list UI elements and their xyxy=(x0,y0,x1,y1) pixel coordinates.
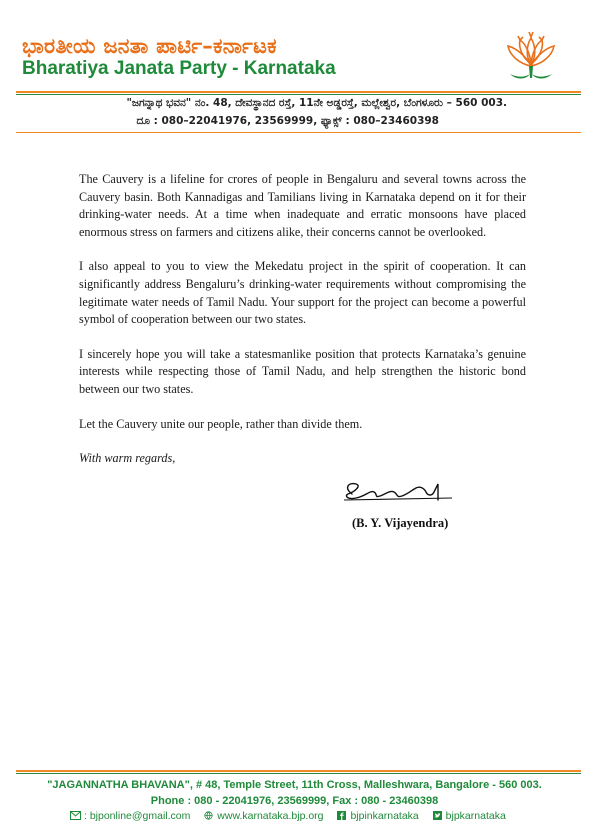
signatory-name: (B. Y. Vijayendra) xyxy=(352,516,449,530)
footer-divider-green xyxy=(16,773,581,774)
paragraph-1: The Cauvery is a lifeline for crores of people in Bengaluru and several towns across the Cauvery basin. Both Kannadigas and Tamilians living in Karnataka depend on it for their drinking-water needs. At a time when inadequate and erratic monsoons have placed enormous stress on farmers and citizens alike, their concerns cannot be overlooked. xyxy=(79,172,526,239)
letter-body xyxy=(79,171,526,450)
email-icon xyxy=(70,811,81,820)
footer-facebook-text: bjpinkarnataka xyxy=(350,810,419,822)
footer-email[interactable] xyxy=(70,810,193,822)
closing-salutation: With warm regards, xyxy=(79,451,176,465)
lotus-icon xyxy=(496,28,566,86)
footer-website[interactable] xyxy=(203,810,326,822)
party-name-kannada: ಭಾರತೀಯ ಜನತಾ ಪಾರ್ಟಿ–ಕರ್ನಾಟಕ xyxy=(22,34,277,58)
footer-twitter[interactable] xyxy=(432,810,506,822)
paragraph-2: I also appeal to you to view the Mekedatu project in the spirit of cooperation. It can significantly address Bengaluru’s drinking-water requirements without compromising the legitimate water needs of Tamil Nadu. Your support for the project can become a powerful symbol of cooperation between our two states. xyxy=(79,259,526,327)
header-address: "ಜಗನ್ನಾಥ ಭವನ" ನಂ. 48, ದೇವಸ್ಥಾನದ ರಸ್ತೆ, 11ನೇ ಅಡ್ಡರಸ್ತೆ, ಮಲ್ಲೇಶ್ವರ, ಬೆಂಗಳೂರು – 560 003. xyxy=(126,97,507,109)
facebook-icon xyxy=(336,811,347,820)
party-name-english: Bharatiya Janata Party - Karnataka xyxy=(22,58,336,79)
footer-twitter-text: bjpkarnataka xyxy=(445,810,506,822)
header-divider xyxy=(16,91,581,93)
footer-facebook[interactable] xyxy=(336,810,421,822)
paragraph-3: I sincerely hope you will take a statesmanlike position that protects Karnataka’s genuine interests while respecting those of Tamil Nadu, and help strengthen the historic bond between our two states. xyxy=(79,346,526,396)
footer-contacts xyxy=(70,810,516,822)
paragraph-4: Let the Cauvery unite our people, rather than divide them. xyxy=(79,416,363,431)
header-phone: ದೂ : 080–22041976, 23569999, ಫ್ಯಾಕ್ಸ್ : 080–23460398 xyxy=(136,115,439,127)
footer-divider xyxy=(16,770,581,772)
header-divider-green xyxy=(16,94,581,95)
twitter-icon xyxy=(432,811,443,820)
globe-icon xyxy=(203,811,214,820)
header-bottom-divider xyxy=(16,132,581,133)
footer-email-text: : bjponline@gmail.com xyxy=(84,810,191,822)
footer-website-text: www.karnataka.bjp.org xyxy=(217,810,324,822)
signature xyxy=(334,478,464,508)
footer-address: "JAGANNATHA BHAVANA", # 48, Temple Street, 11th Cross, Malleshwara, Bangalore - 560 003. xyxy=(47,779,542,791)
footer-phone: Phone : 080 - 22041976, 23569999, Fax : 080 - 23460398 xyxy=(150,795,439,807)
